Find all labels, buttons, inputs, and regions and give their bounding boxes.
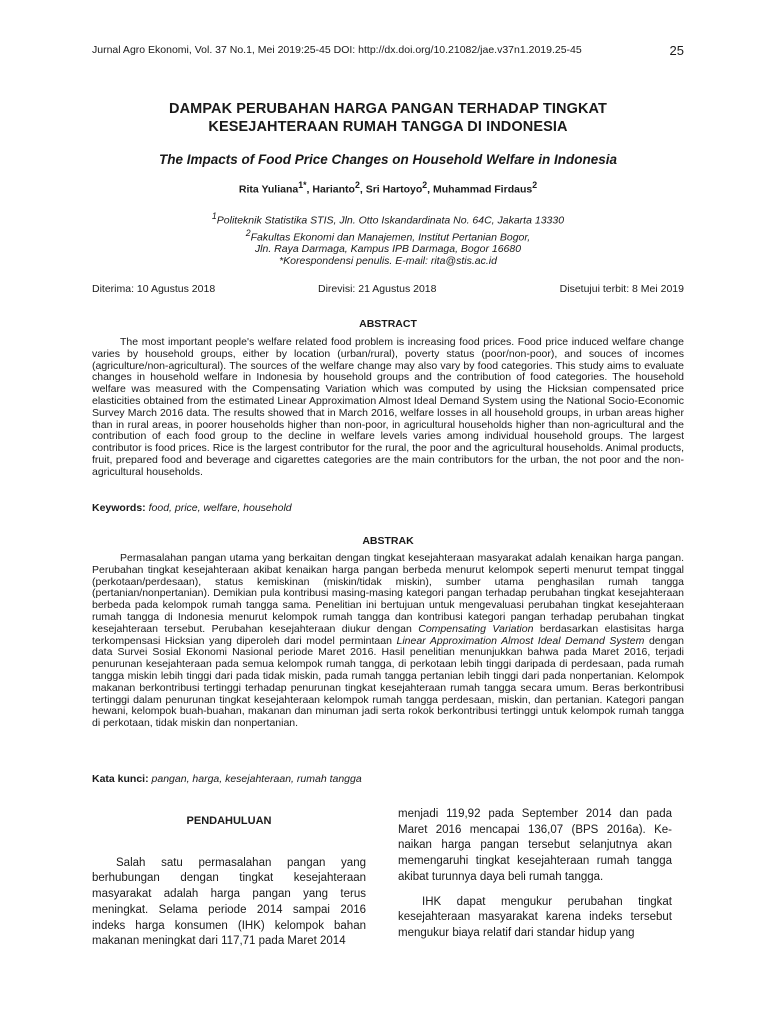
author-name: Harianto [312,183,355,196]
intro-paragraph: Salah satu permasalahan pangan yang berhubungan dengan tingkat kesejahteraan masyarakat adalah harga pangan yang terus meningkat. Selama periode 2014 sampai 2016 indeks harga konsumen (IHK) kelompok bahan makanan meningkat dari 117,71 pada Maret 2014 [92,856,366,948]
affiliation-sup: 1 [211,211,217,221]
article-title [92,100,684,136]
kata-kunci-label: Kata kunci: [92,773,149,785]
keywords [92,502,684,514]
english-title: The Impacts of Food Price Changes on Household Welfare in Indonesia [158,152,618,167]
abstrak-text: berdasarkan elastisitas harga terkompensasi Hicksian yang diperoleh dari model permintaan [92,622,684,647]
date-received: Diterima: 10 Agustus 2018 [92,283,216,295]
intro-heading: PENDAHULUAN [186,815,272,827]
correspondence: *Korespondensi penulis. E-mail: rita@stis.ac.id [279,255,497,267]
author-list: Rita Yuliana$^{1*}$, Harianto$^2$, Sri Hartoyo$^2$, Muhammad Firdaus$^2$ [238,180,538,196]
abstrak-text: dengan data Survei Sosial Ekonomi Nasional periode Maret 2016. Hasil penelitian menunjukkan bahwa pada Maret 2016, terjadi penurunan kesejahteraan pada semua kelompok rumah tangga, di perkotaan lebih tinggi daripada di perdesaan, pada rumah tangga miskin lebih tinggi dari pada tidak miskin, pada rumah tangga pertanian lebih tinggi dari pada nonpertanian. Kelompok makanan berkontribusi tertinggi terhadap penurunan tingkat kesejahteraan rumah tangga secara umum. Beras berkontribusi tertinggi dalam penurunan tingkat kesejahteraan kelompok rumah tangga perdesaan, miskin, dan pertanian. Kategori pangan hewani, kelompok buah-buahan, makanan dan minuman jadi serta rokok berkontribusi tertinggi untuk kelompok rumah tangga di perkotaan, tidak miskin dan nonpertanian. [92,634,684,730]
abstrak-italic: Linear Approximation Almost Ideal Demand System [396,634,645,647]
abstract-body: The most important people's welfare related food problem is increasing food prices. Food price induced welfare change varies by household groups, either by location (urban/rural), poverty status (poor/non-poor), and souces of incomes (agriculture/non-agricultural). The sources of the welfare change may also vary by food categories. This study aims to evaluate changes in household welfare in Indonesia by household groups and the contribution of food categories. The household welfare was measured with the Compensating Variation which was computed by using the Hicksian compensated price elasticities obtained from the estimated Linear Approximation Almost Ideal Demand System using the National Socio-Economic Survey March 2016 data. The results showed that in March 2016, welfare losses in all household groups, in urban areas higher than in rural areas, in poorer households higher than non-poor, in agricultural households higher than non-agricultural and the contribution of each food group to the decline in welfare levels varies among individual household groups. The largest contributor is food prices. Rice is the largest contributor for the rural, the poor and the agricultural households. Animal products, fruit, prepared food and beverage and cigarettes categories are the main contributors for the urban, the not poor and the non-agricultural households. [92,336,684,478]
affiliation-text: Fakultas Ekonomi dan Manajemen, Institut Pertanian Bogor, [250,231,531,243]
running-header [92,44,684,56]
author-name: Sri Hartoyo [365,183,423,196]
author-name: Muhammad Firdaus [433,183,533,196]
author-sup: 2 [354,180,360,190]
kata-kunci-text: pangan, harga, kesejahteraan, rumah tangga [151,773,362,785]
keywords-label: Keywords: [92,502,146,514]
intro-paragraph: menjadi 119,92 pada September 2014 dan pada Maret 2016 mencapai 136,07 (BPS 2016a). Ke-naikan harga pangan tersebut selanjutnya akan memengaruhi tingkat kesejahteraan rumah tangga akibat turunnya daya beli rumah tangga. [398,808,672,883]
affiliation-2-address: Jln. Raya Darmaga, Kampus IPB Darmaga, Bogor 16680 [254,243,522,255]
page-number: 25 [669,43,684,58]
affiliation-1 [92,210,684,227]
title-line-2: KESEJAHTERAAN RUMAH TANGGA DI INDONESIA [208,119,568,135]
right-column [398,807,672,942]
kata-kunci [92,773,684,785]
left-column [92,814,366,950]
title-line-1: DAMPAK PERUBAHAN HARGA PANGAN TERHADAP TINGKAT [169,101,607,117]
affiliation-sup: 2 [245,227,251,238]
affiliation-text: Politeknik Statistika STIS, Jln. Otto Iskandardinata No. 64C, Jakarta 13330 [216,214,565,227]
abstract-heading: ABSTRACT [359,318,417,330]
abstrak-text: Permasalahan pangan utama yang berkaitan dengan tingkat kesejahteraan masyarakat adalah kenaikan harga pangan. Perubahan tingkat kesejahteraan akibat kenaikan harga pangan berbeda menurut kelompok seperti menurut tempat tinggal (perkotaan/perdesaan), status kemiskinan (miskin/tidak miskin), sumber utama penghasilan rumah tangga (pertanian/nonpertanian). Demikian pula kontribusi masing-masing kategori pangan terhadap perubahan tingkat kesejahteraan berbeda pada kelompok rumah tangga sama. Penelitian ini bertujuan untuk mengevaluasi perubahan tingkat kesejahteraan rumah tangga di Indonesia menurut kelompok rumah tangga dan kontribusi kategori pangan terhadap perubahan tingkat kesejahteraan tersebut. Perubahan kesejahteraan diukur dengan [92,552,684,635]
abstrak-body [92,553,684,730]
journal-citation: Jurnal Agro Ekonomi, Vol. 37 No.1, Mei 2019:25-45 DOI: http://dx.doi.org/10.21082/jae.v37n1.2019.25-45 [92,44,582,56]
intro-paragraph: IHK dapat mengukur perubahan tingkat kesejahteraan masyarakat karena indeks tersebut mengukur biaya relatif dari standar hidup yang [398,895,672,939]
author-sup: 2 [422,180,428,190]
keywords-text: food, price, welfare, household [148,502,292,514]
affiliation-2 [92,227,684,244]
date-revised: Direvisi: 21 Agustus 2018 [318,283,437,295]
author-sup: 2 [532,180,538,190]
abstrak-italic: Compensating Variation [418,622,534,635]
author-name: Rita Yuliana [238,183,299,196]
author-sup: 1* [298,180,307,190]
date-accepted: Disetujui terbit: 8 Mei 2019 [559,283,684,295]
affiliations [92,210,684,267]
abstrak-heading: ABSTRAK [362,535,414,547]
